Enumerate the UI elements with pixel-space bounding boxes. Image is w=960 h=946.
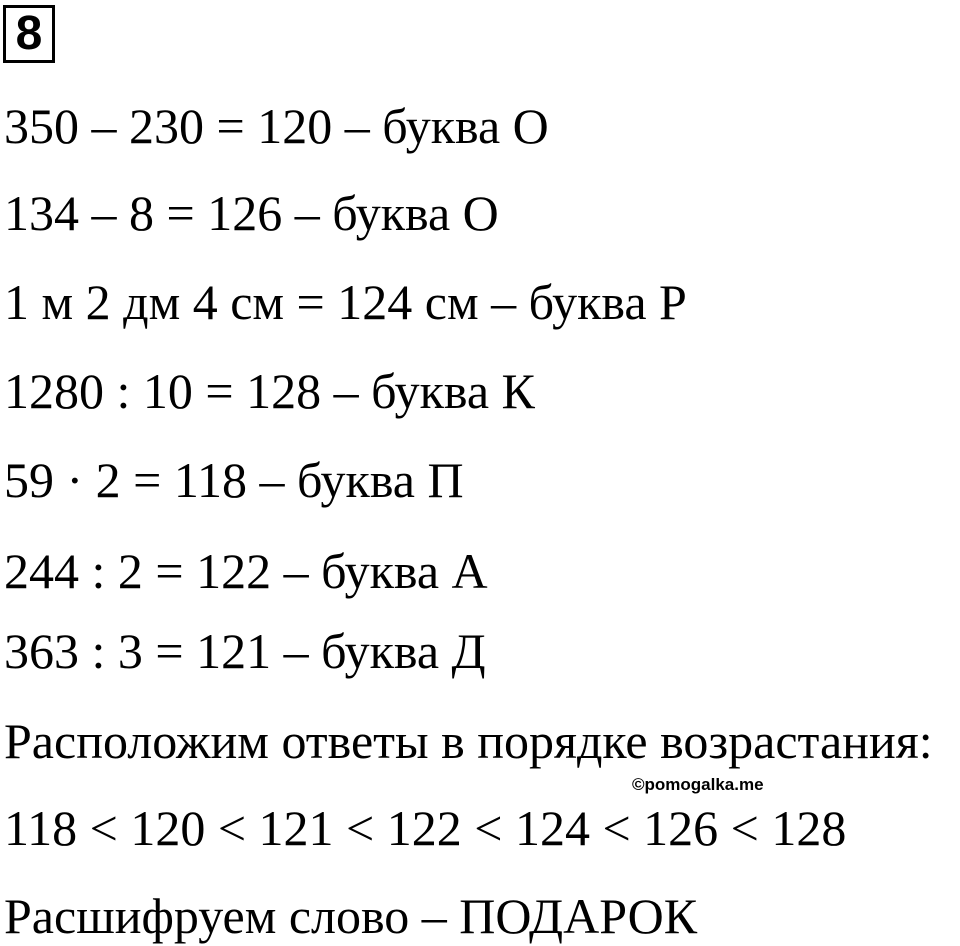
equation-line-4: 1280 : 10 = 128 – буква К: [4, 363, 535, 419]
equation-line-1: 350 – 230 = 120 – буква О: [4, 98, 549, 154]
watermark-text: ©pomogalka.me: [632, 775, 764, 794]
equation-line-7: 363 : 3 = 121 – буква Д: [4, 623, 486, 679]
instruction-line: Расположим ответы в порядке возрастания:: [4, 713, 933, 769]
ordering-line: 118 < 120 < 121 < 122 < 124 < 126 < 128: [4, 800, 847, 856]
answer-line: Расшифруем слово – ПОДАРОК: [4, 888, 698, 944]
equation-line-3: 1 м 2 дм 4 см = 124 см – буква Р: [4, 274, 687, 330]
task-number-box: 8: [3, 5, 55, 63]
equation-line-5: 59 · 2 = 118 – буква П: [4, 452, 464, 508]
equation-line-2: 134 – 8 = 126 – буква О: [4, 185, 499, 241]
equation-line-6: 244 : 2 = 122 – буква А: [4, 543, 488, 599]
